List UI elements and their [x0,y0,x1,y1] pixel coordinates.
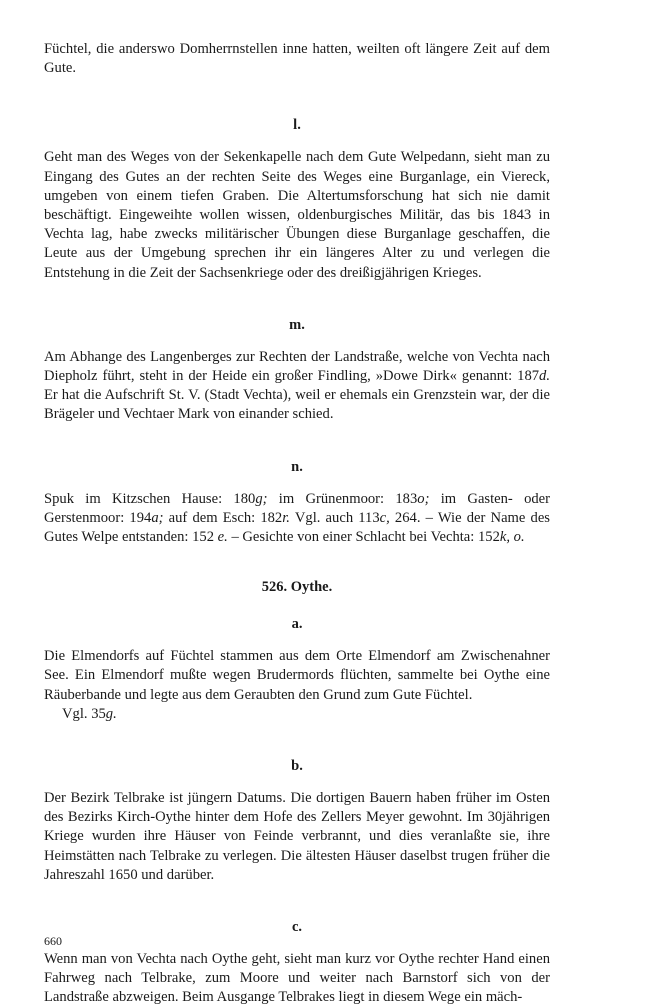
n-text: – Gesichte von einer Schlacht bei Vechta: 152 [227,529,500,546]
n-ref: c, [379,509,390,526]
intro-paragraph: Füchtel, die anderswo Domherrnstellen inne hatten, weilten oft längere Zeit auf dem Gute. [44,41,550,77]
page-body [44,40,550,1008]
n-text: im Gasten- oder Gerstenmoor: 194 [44,490,551,526]
section-526-a-paragraph: Die Elmendorfs auf Füchtel stammen aus dem Orte Elmendorf am Zwischenahner See. Ein Elmendorf mußte wegen Brudermords flüchten, sammelte bei Oythe eine Räuberbande und legte aus dem Geraubten den Grund zum Gute Füchtel. [44,648,550,703]
n-text: Vgl. auch 113 [289,509,380,526]
n-text: 264. – Wie der Name des Gutes Welpe entstanden: 152 [44,509,550,546]
section-526-a-heading: a. [291,616,303,633]
section-m-paragraph [44,348,550,425]
vgl-text: Vgl. 35 [62,705,106,722]
page-number: 660 [44,934,62,948]
section-m-heading: m. [289,316,305,333]
n-ref: k, o. [499,529,525,546]
section-526-a-vgl [44,705,550,724]
n-ref: o; [417,490,430,507]
section-526-c-paragraph: Wenn man von Vechta nach Oythe geht, sieht man kurz vor Oythe rechter Hand einen Fahrweg nach Telbrake, zum Moore und weiter nach Barnstorf sich von der Landstraße abzweigen. Beim Ausgange Telbrakes liegt in diesem Wege ein mäch- [44,951,550,1006]
n-ref: e. [217,529,228,546]
section-l-heading: l. [293,117,301,134]
n-text: Spuk im Kitzschen Hause: 180 [44,490,256,507]
n-ref: a; [151,509,164,526]
section-m-text-a: Am Abhange des Langenberges zur Rechten der Landstraße, welche von Vechta nach Diepholz führt, steht in der Heide ein großer Findling, »Dowe Dirk« genannt: 187 [44,348,550,385]
section-m-ref: d. [539,368,550,385]
section-526-c-heading: c. [291,919,303,936]
section-n-heading: n. [291,458,303,475]
section-526-b-paragraph: Der Bezirk Telbrake ist jüngern Datums. Die dortigen Bauern haben früher im Osten des Bezirks Kirch-Oythe hinter dem Hofe des Zellers Meyer gewohnt. Im 30jährigen Kriege wurden ihre Häuser von Feinde verbrannt, und dies veranlaßte sie, ihre Heimstätten nach Telbrake zu verlegen. Die ältesten Häuser daselbst trugen früher die Jahreszahl 1650 und darüber. [44,790,550,883]
section-m-text-b: Er hat die Aufschrift St. V. (Stadt Vechta), weil er ehemals ein Grenzstein war, der die Brägeler und Vechtaer Mark von einander schied. [44,387,550,423]
section-l-paragraph: Geht man des Weges von der Sekenkapelle nach dem Gute Welpedann, sieht man zu Eingang des Gutes an der rechten Seite des Weges eine Burganlage, ein Viereck, umgeben von einem tiefen Graben. Die Altertumsforschung hat sich nie damit beschäftigt. Eingeweihte wollen wissen, oldenburgisches Militär, das bis 1843 in Vechta lag, habe zwecks militärischer Übungen diese Burganlage geschaffen, die Leute aus der Umgebung sprechen ihr ein längeres Alter zu und verlegen die Entstehung in die Zeit der Sachsenkriege oder des dreißigjährigen Krieges. [44,149,550,281]
section-526-b-heading: b. [291,758,303,775]
n-ref: g; [255,490,268,507]
n-ref: r. [282,509,290,526]
n-text: im Grünenmoor: 183 [267,490,418,507]
n-text: auf dem Esch: 182 [163,509,283,526]
section-526-title: 526. Oythe. [261,579,333,596]
section-n-paragraph [44,490,550,548]
vgl-ref: g. [105,705,117,722]
